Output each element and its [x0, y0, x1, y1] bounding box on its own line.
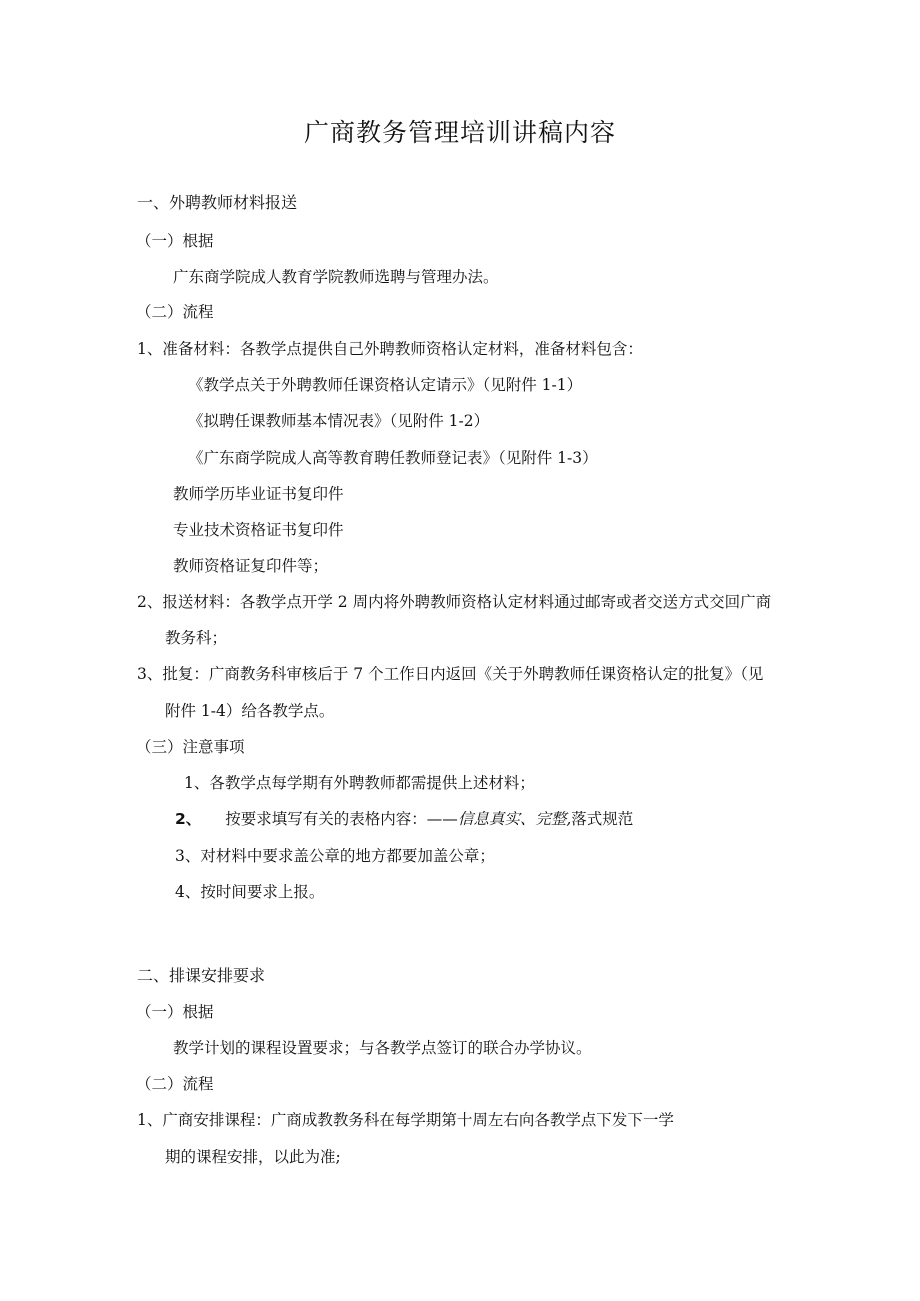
material-item: 专业技术资格证书复印件	[173, 521, 344, 539]
process-step: 1、广商安排课程：广商成教教务科在每学期第十周左右向各教学点下发下一学	[137, 1111, 674, 1129]
note-item-text: 按要求填写有关的表格内容：——	[225, 810, 458, 828]
process-step: 2、报送材料：各教学点开学 2 周内将外聘教师资格认定材料通过邮寄或者交送方式交回广商	[137, 593, 772, 611]
body-text: 教学计划的课程设置要求；与各教学点签订的联合办学协议。	[173, 1039, 592, 1057]
note-item-emphasis: 信息真实、完整,	[457, 810, 572, 828]
note-item-tail: 落式规范	[571, 810, 634, 828]
section-heading: 二、排课安排要求	[137, 966, 266, 985]
note-item-2	[175, 809, 633, 829]
page-title: 广商教务管理培训讲稿内容	[303, 118, 616, 147]
material-item: 教师学历毕业证书复印件	[173, 485, 344, 503]
process-step-continuation: 期的课程安排，以此为准;	[165, 1148, 341, 1166]
section-heading: 一、外聘教师材料报送	[137, 193, 298, 212]
note-item: 3、对材料中要求盖公章的地方都要加盖公章；	[175, 847, 495, 865]
attachment-item: 《广东商学院成人高等教育聘任教师登记表》（见附件 1-3）	[188, 449, 598, 467]
note-item: 1、各教学点每学期有外聘教师都需提供上述材料；	[184, 774, 535, 792]
body-text: 广东商学院成人教育学院教师选聘与管理办法。	[173, 268, 499, 286]
material-item: 教师资格证复印件等；	[173, 557, 329, 575]
process-step: 3、批复：广商教务科审核后于 7 个工作日内返回《关于外聘教师任课资格认定的批复》（见	[137, 665, 764, 683]
process-step: 1、准备材料：各教学点提供自己外聘教师资格认定材料，准备材料包含：	[137, 340, 643, 358]
subsection-heading: （一）根据	[136, 1003, 214, 1021]
process-step-continuation: 附件 1-4）给各教学点。	[165, 702, 335, 720]
note-item-number: 2、	[175, 810, 202, 828]
subsection-heading: （三）注意事项	[136, 738, 245, 756]
process-step-continuation: 教务科；	[165, 629, 228, 647]
note-item: 4、按时间要求上报。	[175, 883, 325, 901]
attachment-item: 《教学点关于外聘教师任课资格认定请示》（见附件 1-1）	[188, 376, 583, 394]
attachment-item: 《拟聘任课教师基本情况表》（见附件 1-2）	[188, 412, 490, 430]
subsection-heading: （二）流程	[136, 303, 214, 321]
subsection-heading: （二）流程	[136, 1075, 214, 1093]
subsection-heading: （一）根据	[136, 232, 214, 250]
